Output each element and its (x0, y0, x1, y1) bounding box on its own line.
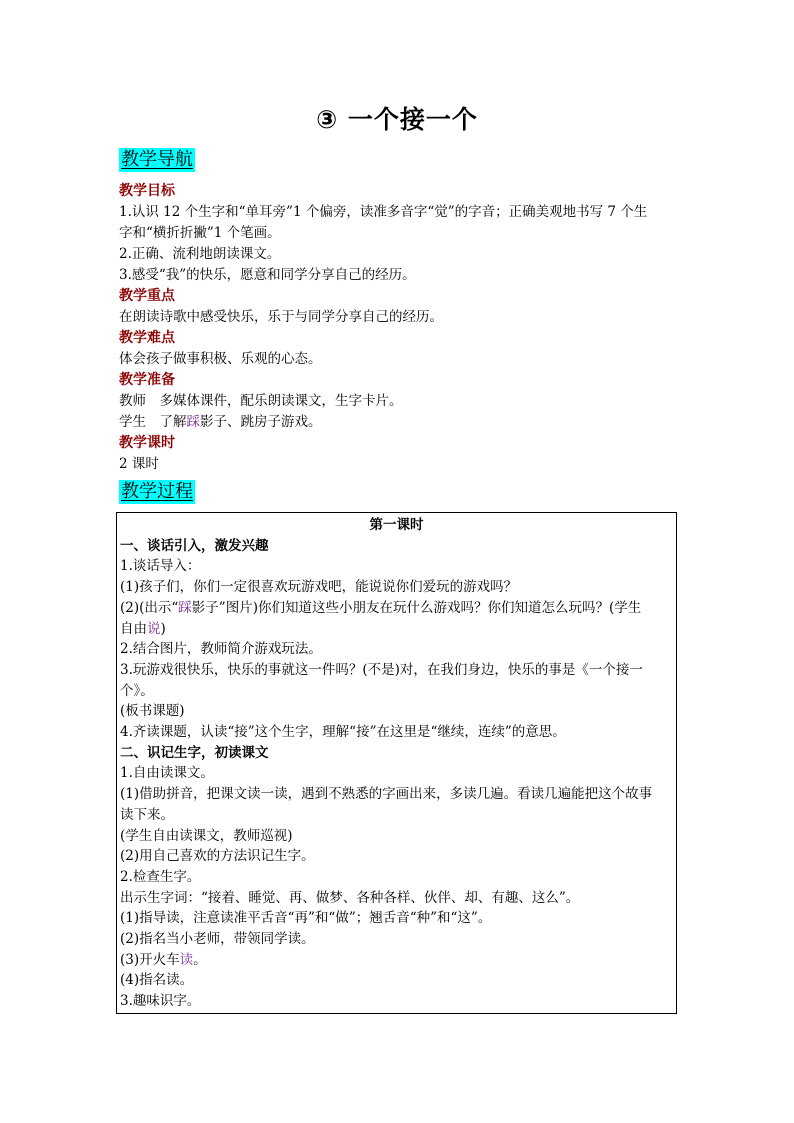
lesson-table-cell (116, 512, 677, 1014)
lesson-line: 1.自由读课文。 (120, 765, 214, 782)
lesson-line-prefix: 自由 (120, 620, 147, 637)
difficulty-heading: 教学难点 (119, 330, 175, 346)
lesson-line: 出示生字词：“接着、睡觉、再、做梦、各种各样、伙伴、却、有趣、这么”。 (120, 889, 580, 906)
lesson-line: (2)用自己喜欢的方法识记生字。 (120, 848, 315, 865)
lesson-line: 2.结合图片，教师简介游戏玩法。 (120, 641, 322, 658)
lesson-line: (1)指导读，注意读准平舌音“再”和“做”；翘舌音“种”和“这”。 (120, 910, 492, 927)
difficulty-text: 体会孩子做事积极、乐观的心态。 (119, 351, 322, 367)
highlight-char: 踩 (186, 414, 200, 430)
lesson-line (120, 598, 673, 619)
goals-heading: 教学目标 (119, 183, 175, 199)
lesson-line: 读下来。 (120, 806, 174, 823)
lesson-line-prefix: (2)(出示“ (120, 599, 179, 616)
lesson-line: 2.检查生字。 (120, 868, 201, 885)
lesson-line: (学生自由读课文，教师巡视) (120, 827, 293, 844)
key-point-text: 在朗读诗歌中感受快乐，乐于与同学分享自己的经历。 (119, 309, 443, 325)
lesson-line: (4)指名读。 (120, 972, 194, 989)
preparation-student-suffix: 影子、跳房子游戏。 (200, 414, 322, 430)
section-tag-teaching-process: 教学过程 (121, 481, 193, 502)
lesson-line: 个》。 (120, 682, 154, 699)
hours-heading: 教学课时 (119, 435, 175, 451)
lesson-line: (2)指名当小老师，带领同学读。 (120, 931, 315, 948)
part1-heading: 一、谈话引入，激发兴趣 (120, 537, 269, 554)
lesson-line: 1.谈话导入： (120, 558, 201, 575)
goal-line: 2.正确、流利地朗读课文。 (119, 246, 281, 262)
section-tag-teaching-navigation: 教学导航 (121, 149, 193, 170)
lesson-line: (1)孩子们，你们一定很喜欢玩游戏吧，能说说你们爱玩的游戏吗？ (120, 579, 518, 596)
page-title: ③ 一个接一个 (316, 105, 478, 134)
lesson-title: 第一课时 (369, 517, 424, 533)
teaching-navigation-content (119, 181, 679, 475)
lesson-line-suffix: 。 (193, 951, 207, 968)
part2-heading: 二、识记生字，初读课文 (120, 744, 269, 761)
lesson-line (120, 619, 673, 640)
lesson-line (120, 950, 673, 971)
highlight-char: 说 (147, 620, 161, 637)
preparation-heading: 教学准备 (119, 372, 175, 388)
lesson-line-suffix: ) (160, 620, 166, 637)
lesson-line: 4.齐读课题，认读“接”这个生字，理解“接”在这里是“继续，连续”的意思。 (120, 724, 566, 741)
goal-line: 字和“横折折撇”1 个笔画。 (119, 225, 281, 241)
key-point-heading: 教学重点 (119, 288, 175, 304)
goal-line: 3.感受“我”的快乐，愿意和同学分享自己的经历。 (119, 267, 416, 283)
highlight-char: 踩 (178, 599, 192, 616)
lesson-line: 3.玩游戏很快乐，快乐的事就这一件吗？(不是)对，在我们身边，快乐的事是《一个接一 (120, 661, 643, 678)
highlight-char: 读 (179, 951, 194, 968)
lesson-line: (板书课题) (120, 703, 185, 720)
preparation-teacher: 教师 多媒体课件，配乐朗读课文，生字卡片。 (119, 393, 403, 409)
preparation-student (119, 412, 679, 433)
lesson-line: 3.趣味识字。 (120, 993, 201, 1010)
lesson-line: (1)借助拼音，把课文读一读，遇到不熟悉的字画出来，多读几遍。看读几遍能把这个故事 (120, 786, 653, 803)
hours-text: 2 课时 (119, 456, 159, 472)
goal-line: 1.认识 12 个生字和“单耳旁”1 个偏旁，读准多音字“觉”的字音；正确美观地书写 7 个生 (119, 204, 648, 220)
lesson-line-suffix: 影子”图片)你们知道这些小朋友在玩什么游戏吗？你们知道怎么玩吗？(学生 (191, 599, 642, 616)
preparation-student-prefix: 学生 了解 (119, 414, 187, 430)
lesson-line-prefix: (3)开火车 (120, 951, 180, 968)
